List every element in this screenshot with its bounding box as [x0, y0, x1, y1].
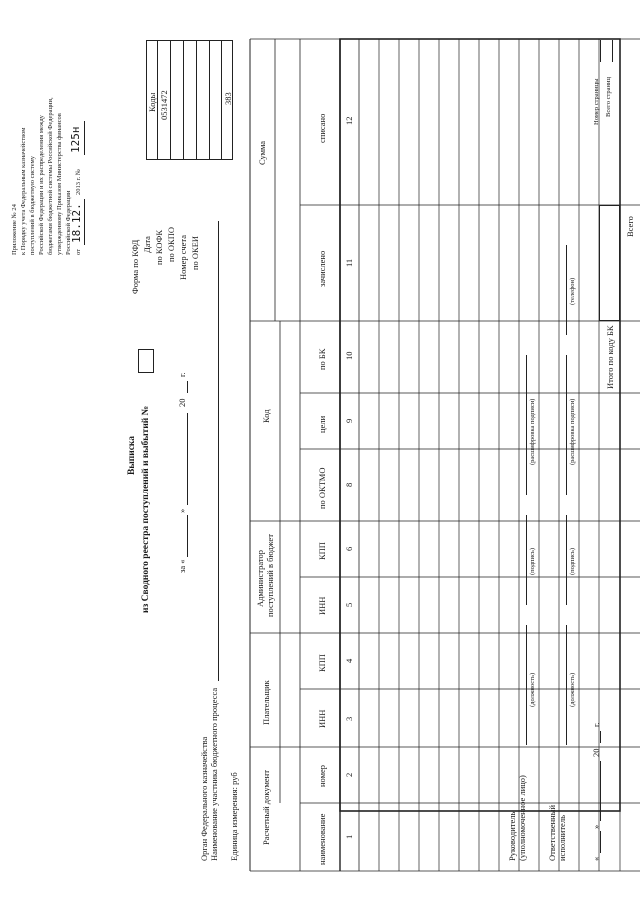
- date-month-line[interactable]: [600, 761, 601, 821]
- head-position-caption: (должность): [529, 672, 536, 707]
- unit-label: Единица измерения: руб: [229, 772, 239, 861]
- period-prefix: за «: [177, 559, 187, 573]
- head-signature-caption: (подпись): [529, 548, 536, 575]
- col-label-10: зачислено: [317, 250, 327, 287]
- group-code: Код: [261, 409, 271, 423]
- col-label-2: номер: [317, 764, 327, 787]
- code-label-1: Дата: [142, 236, 152, 253]
- total-pages-label: Всего страниц: [605, 77, 612, 117]
- col-label-5: ИНН: [317, 596, 327, 615]
- head-signature-line[interactable]: [526, 515, 527, 605]
- col-num-1: 1: [344, 834, 354, 839]
- note-line-4: Российской Федерации и их распределения между: [38, 115, 45, 255]
- col-num-2: 2: [344, 772, 354, 777]
- codes-header: Коды: [147, 92, 157, 112]
- code-label-2: по КОФК: [154, 229, 164, 265]
- period-quote-close: »: [177, 508, 187, 513]
- code-value-0: 0531472: [159, 90, 169, 120]
- executor-signature-caption: (подпись): [569, 548, 576, 575]
- executor-label-1: Ответственный: [547, 805, 557, 861]
- note-line-3: поступлений в бюджетную систему: [29, 156, 36, 255]
- head-decoding-caption: (расшифровка подписи): [529, 398, 536, 465]
- date-year: 20: [591, 748, 601, 757]
- signature-strip: [500, 0, 640, 905]
- col-label-11: списано: [317, 113, 327, 143]
- col-num-12: 12: [344, 116, 354, 125]
- org-label: Орган Федерального казначейства: [199, 736, 209, 861]
- note-number-handwritten: 125н: [69, 126, 82, 153]
- head-label-2: (уполномоченное лицо): [517, 775, 527, 861]
- note-date-prefix: от: [75, 248, 82, 255]
- executor-position-line[interactable]: [566, 625, 567, 745]
- col-num-3: 3: [344, 716, 354, 721]
- group-admin-1: Администратор: [255, 550, 265, 607]
- head-label-1: Руководитель: [507, 811, 517, 861]
- col-num-5: 5: [344, 602, 354, 607]
- executor-decoding-caption: (расшифровка подписи): [569, 398, 576, 465]
- col-label-7: по ОКТМО: [317, 467, 327, 509]
- col-label-6: КПП: [317, 542, 327, 560]
- date-suffix: г.: [591, 722, 601, 727]
- col-label-4: КПП: [317, 654, 327, 672]
- note-line-7: Российской Федерации: [65, 190, 72, 255]
- date-day-line[interactable]: [600, 831, 601, 853]
- note-line-1: Приложение № 24: [11, 204, 18, 255]
- executor-phone-line[interactable]: [566, 245, 567, 335]
- code-label-0: Форма по КФД: [130, 239, 140, 294]
- executor-signature-line[interactable]: [566, 515, 567, 605]
- col-num-10: 10: [344, 351, 354, 360]
- code-label-5: по ОКЕИ: [190, 235, 200, 270]
- group-payment-doc: Расчетный документ: [261, 770, 271, 845]
- group-payer: Плательщик: [261, 680, 271, 725]
- group-admin-2: поступлений в бюджет: [265, 534, 275, 617]
- date-year-line[interactable]: [600, 731, 601, 743]
- date-quote-open: «: [591, 856, 601, 861]
- executor-position-caption: (должность): [569, 672, 576, 707]
- note-line-6: утвержденному Приказом Министерства финансов: [56, 113, 63, 255]
- col-num-11: 11: [344, 258, 354, 267]
- col-label-3: ИНН: [317, 709, 327, 728]
- participant-label: Наименование участника бюджетного процесса: [209, 687, 219, 861]
- col-label-9: по БК: [317, 348, 327, 370]
- col-num-6: 6: [344, 546, 354, 551]
- date-quote-close: »: [591, 824, 601, 829]
- head-decoding-line[interactable]: [526, 355, 527, 495]
- col-num-4: 4: [344, 658, 354, 663]
- col-num-8: 8: [344, 482, 354, 487]
- period-year-prefix: 20: [177, 398, 187, 407]
- group-sum: Сумма: [257, 140, 267, 165]
- note-year: 2013 г. №: [75, 168, 82, 195]
- col-label-8: цели: [317, 415, 327, 433]
- code-value-5: 383: [223, 92, 233, 105]
- page-number-label: Номер страницы: [593, 78, 600, 125]
- code-label-4: Номер счета: [178, 235, 188, 280]
- total-all-label: Всего: [625, 216, 635, 237]
- head-position-line[interactable]: [526, 625, 527, 745]
- col-label-1: наименование: [317, 813, 327, 865]
- total-bk-label: Итого по коду БК: [605, 325, 615, 389]
- note-date-handwritten: 18.12.: [70, 203, 83, 243]
- code-label-3: по ОКПО: [166, 226, 176, 262]
- executor-label-2: исполнитель: [557, 815, 567, 861]
- title-line-2: из Сводного реестра поступлений и выбытий №: [141, 405, 151, 613]
- period-year-suffix: г.: [177, 372, 187, 377]
- title-line-1: Выписка: [127, 436, 137, 475]
- executor-decoding-line[interactable]: [566, 355, 567, 495]
- note-line-5: бюджетами бюджетной системы Российской Федерации,: [47, 97, 54, 255]
- col-num-9: 9: [344, 418, 354, 423]
- executor-phone-caption: (телефон): [569, 277, 576, 305]
- note-line-2: к Порядку учета Федеральным казначейством: [20, 127, 27, 255]
